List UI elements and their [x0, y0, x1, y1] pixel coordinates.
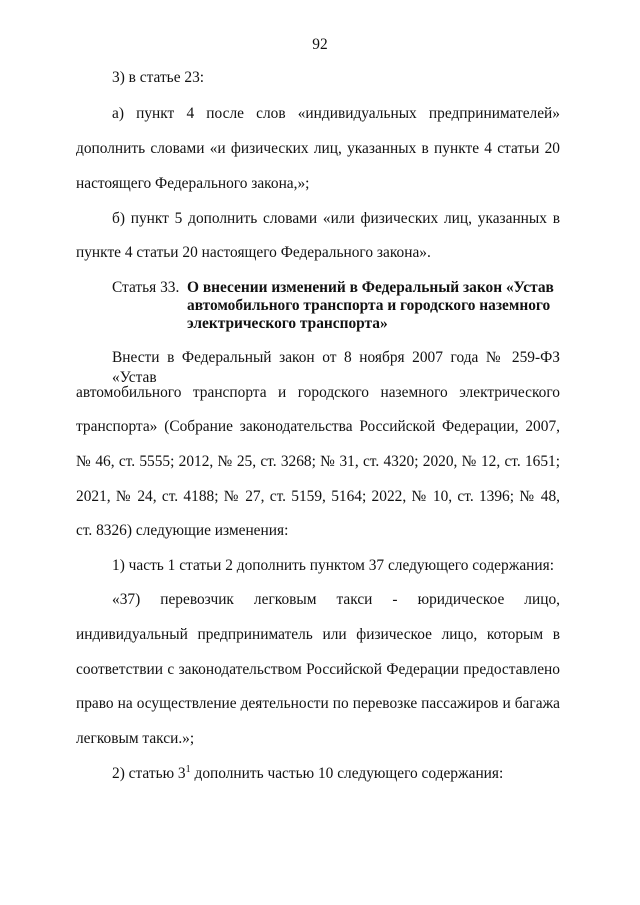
- text-line: транспорта» (Собрание законодательства Российской Федерации, 2007,: [76, 418, 560, 435]
- text-line: [112, 764, 560, 784]
- text-line: № 46, ст. 5555; 2012, № 25, ст. 3268; № 31, ст. 4320; 2020, № 12, ст. 1651;: [76, 453, 560, 470]
- text-fragment: дополнить частью 10 следующего содержания:: [190, 765, 504, 782]
- page-number: 92: [312, 36, 328, 53]
- text-line: дополнить словами «и физических лиц, указанных в пункте 4 статьи 20: [76, 140, 560, 157]
- text-line: 2021, № 24, ст. 4188; № 27, ст. 5159, 5164; 2022, № 10, ст. 1396; № 48,: [76, 488, 560, 505]
- text-line: «37) перевозчик легковым такси - юридическое лицо,: [112, 591, 560, 608]
- article-title-line: О внесении изменений в Федеральный закон «Устав: [187, 279, 554, 296]
- text-line: 3) в статье 23:: [112, 69, 205, 86]
- text-line: соответствии с законодательством Российской Федерации предоставлено: [76, 661, 560, 678]
- superscript: 1: [185, 764, 191, 775]
- article-title-line: автомобильного транспорта и городского наземного: [187, 297, 551, 314]
- text-line: 1) часть 1 статьи 2 дополнить пунктом 37 следующего содержания:: [112, 557, 554, 574]
- text-line: право на осуществление деятельности по перевозке пассажиров и багажа: [76, 695, 560, 712]
- text-line: б) пункт 5 дополнить словами «или физических лиц, указанных в: [112, 210, 560, 227]
- text-line: индивидуальный предприниматель или физическое лицо, которым в: [76, 626, 560, 643]
- text-line: автомобильного транспорта и городского наземного электрического: [76, 384, 560, 401]
- text-line: Внести в Федеральный закон от 8 ноября 2007 года № 259-ФЗ «Устав: [112, 349, 560, 386]
- article-label: Статья 33.: [112, 279, 180, 296]
- article-title-line: электрического транспорта»: [187, 315, 388, 332]
- text-line: пункте 4 статьи 20 настоящего Федерального закона».: [76, 244, 431, 261]
- text-line: ст. 8326) следующие изменения:: [76, 522, 289, 539]
- text-line: настоящего Федерального закона,»;: [76, 175, 310, 192]
- text-line: а) пункт 4 после слов «индивидуальных предпринимателей»: [112, 105, 560, 122]
- text-line: легковым такси.»;: [76, 730, 195, 747]
- text-fragment: 2) статью 3: [112, 765, 186, 782]
